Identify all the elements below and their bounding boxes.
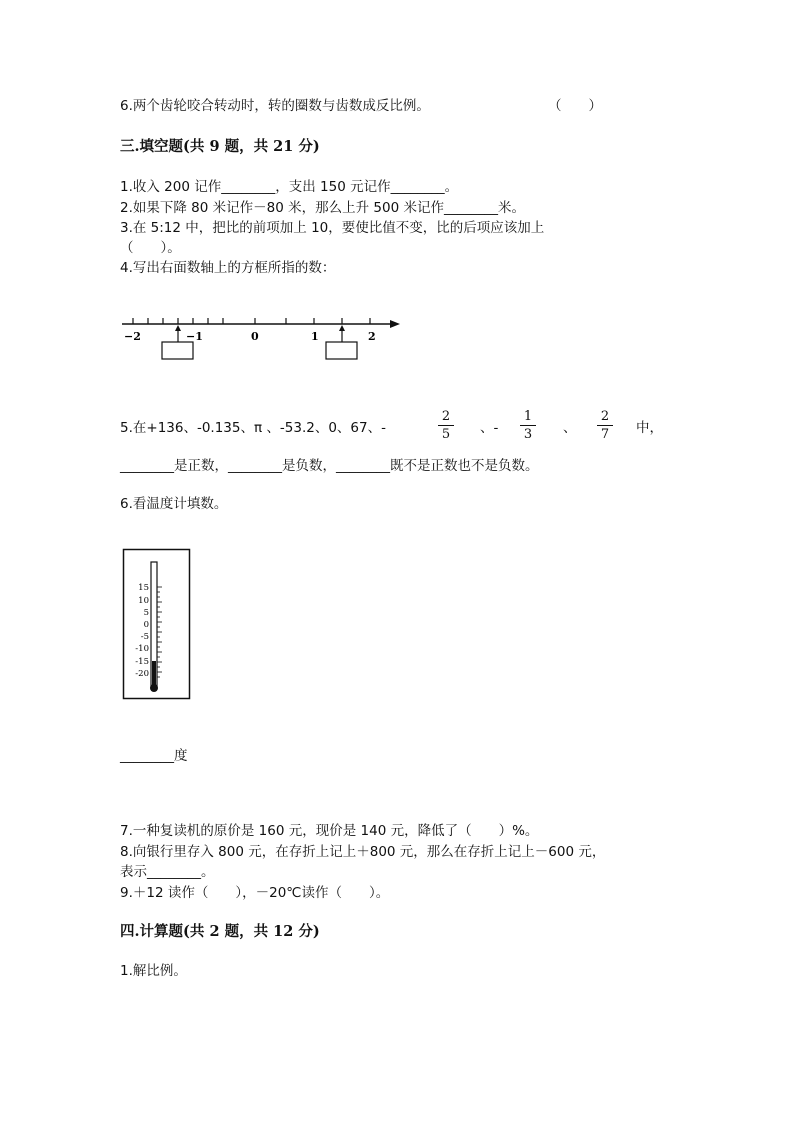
scale-label-5: 5 [143, 608, 149, 618]
arrow-up-icon [175, 325, 181, 331]
fill-question-6: 6.看温度计填数。 [120, 496, 228, 512]
fill-question-4: 4.写出右面数轴上的方框所指的数： [120, 260, 336, 276]
fill-question-1: 1.收入 200 记作________，支出 150 元记作________。 [120, 179, 459, 195]
scale-label-neg20: -20 [135, 669, 149, 679]
tick-label-0: 0 [251, 330, 259, 343]
fraction-denominator: 5 [441, 427, 451, 442]
tick-label-2: 2 [368, 330, 376, 343]
fill-question-7: 7.一种复读机的原价是 160 元，现价是 140 元，降低了（ ）%。 [120, 823, 539, 839]
scale-label-neg5: -5 [140, 632, 149, 642]
fraction-numerator: 1 [523, 409, 533, 424]
fraction-2-7 [594, 409, 616, 442]
fill-question-3-line2: （ ）。 [120, 240, 181, 256]
fraction-denominator: 3 [523, 427, 533, 442]
fill-question-9: 9.＋12 读作（ ），－20℃读作（ ）。 [120, 885, 390, 901]
fraction-1-3 [517, 409, 539, 442]
fill-question-3-line1: 3.在 5:12 中，把比的前项加上 10，要使比值不变，比的后项应该加上 [120, 220, 545, 236]
scale-label-10: 10 [138, 596, 149, 606]
fill-question-5-sep1: 、- [480, 420, 499, 436]
fraction-numerator: 2 [600, 409, 610, 424]
answer-box-left [162, 342, 193, 359]
fraction-bar [438, 425, 454, 426]
fraction-denominator: 7 [600, 427, 610, 442]
scale-label-15: 15 [138, 583, 149, 593]
section-3-title: 三.填空题(共 9 题，共 21 分) [120, 138, 320, 155]
calc-question-1: 1.解比例。 [120, 963, 187, 979]
fraction-2-5 [435, 409, 457, 442]
answer-box-right [326, 342, 357, 359]
fill-question-6-answer: ________度 [120, 748, 188, 764]
arrow-up-icon [339, 325, 345, 331]
fill-question-8-line2: 表示________。 [120, 864, 215, 880]
thermometer-figure [122, 548, 192, 702]
tick-label-neg2: −2 [124, 330, 141, 343]
tick-label-neg1: −1 [186, 330, 203, 343]
fill-question-2: 2.如果下降 80 米记作－80 米，那么上升 500 米记作________米。 [120, 200, 525, 216]
scale-label-neg15: -15 [135, 657, 149, 667]
section-4-title: 四.计算题(共 2 题，共 12 分) [120, 923, 320, 940]
thermometer-mercury [152, 661, 156, 686]
question-judge-6: 6.两个齿轮咬合转动时，转的圈数与齿数成反比例。 [120, 98, 430, 114]
scale-label-neg10: -10 [135, 644, 149, 654]
answer-paren: （ ） [548, 98, 602, 114]
arrow-head-icon [390, 320, 400, 328]
tick-label-1: 1 [311, 330, 319, 343]
fill-question-8-line1: 8.向银行里存入 800 元，在存折上记上＋800 元，那么在存折上记上－600 元， [120, 844, 606, 860]
thermometer-bulb [150, 684, 158, 692]
fill-question-5-prefix: 5.在+136、-0.135、π 、-53.2、0、67、- [120, 420, 386, 436]
number-line-figure [118, 310, 408, 370]
fill-question-5-sep2: 、 [563, 420, 577, 436]
fill-question-5-suffix: 中， [636, 420, 663, 436]
fraction-numerator: 2 [441, 409, 451, 424]
fraction-bar [520, 425, 536, 426]
fill-question-5-line2: ________是正数，________是负数，________既不是正数也不是负数。 [120, 458, 539, 474]
fraction-bar [597, 425, 613, 426]
scale-label-0: 0 [143, 620, 149, 630]
